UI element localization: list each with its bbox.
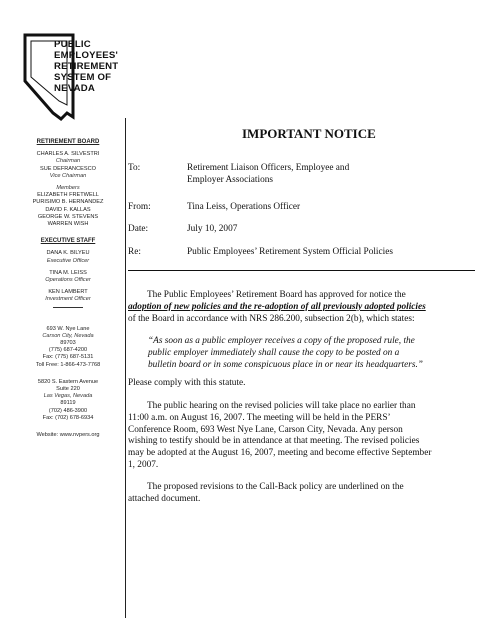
sidebar-vertical-rule [125, 118, 126, 618]
from-label: From: [128, 202, 151, 212]
paragraph-line: 11:00 a.m. on August 16, 2007. The meeting will be held in the PERS’ [128, 412, 391, 423]
logo-line: PUBLIC [54, 39, 91, 50]
office-fax: Fax: (702) 678-6934 [42, 414, 94, 421]
office-address-line: Suite 220 [56, 386, 80, 393]
board-member-title: Chairman [55, 158, 81, 165]
paragraph-line: Conference Room, 693 West Nye Lane, Carson City, Nevada. Any person [128, 424, 403, 435]
paragraph-line: The proposed revisions to the Call-Back policy are underlined on the [147, 482, 404, 492]
member-name: GEORGE W. STEVENS [37, 213, 99, 220]
members-label: Members [56, 185, 80, 192]
quote-line: “As soon as a public employer receives a copy of the proposed rule, the [148, 336, 415, 346]
from-value: Tina Leiss, Operations Officer [187, 202, 301, 212]
office-address-line: 89119 [60, 400, 76, 407]
date-value: July 10, 2007 [187, 224, 238, 234]
paragraph-line-emphasis: adoption of new policies and the re-adoption of all previously adopted policies [128, 301, 426, 312]
office-toll-free: Toll Free: 1-866-473-7768 [35, 361, 101, 368]
to-label: To: [128, 163, 141, 173]
paragraph-line: The Public Employees’ Retirement Board has approved for notice the [147, 290, 406, 300]
office-address-line: Carson City, Nevada [42, 332, 94, 339]
sidebar-divider [53, 307, 83, 308]
member-name: DAVID F. KALLAS [45, 206, 91, 213]
paragraph-line: attached document. [128, 493, 201, 504]
quote-line: public employer immediately shall cause the copy to be posted on a [148, 347, 400, 358]
staff-name: DANA K. BILYEU [46, 250, 90, 257]
paragraph-line: may be adopted at the August 16, 2007, meeting and become effective September [128, 448, 432, 459]
paragraph-3 [128, 482, 478, 506]
office-address-line: 693 W. Nye Lane [46, 325, 90, 332]
website-line: Website: www.nvpers.org [36, 432, 100, 439]
member-name: ELIZABETH FRETWELL [37, 192, 99, 199]
board-member-title: Vice Chairman [49, 172, 87, 179]
member-name: WARREN WISH [47, 221, 89, 228]
logo-line: RETIREMENT [54, 61, 119, 72]
date-label: Date: [128, 224, 149, 234]
logo-line: NEVADA [54, 83, 95, 94]
staff-title: Investment Officer [45, 296, 91, 303]
logo-line: EMPLOYEES' [54, 50, 118, 61]
header-rule [128, 270, 475, 271]
office-phone: (775) 687-4200 [48, 347, 88, 354]
paragraph-line: wishing to testify should be in attendance at that meeting. The revised policies [128, 436, 420, 447]
board-member-name: SUE DEFRANCESCO [40, 165, 96, 172]
to-value-line: Employer Associations [187, 174, 273, 185]
comply-line: Please comply with this statute. [128, 378, 246, 388]
staff-name: TINA M. LEISS [49, 269, 87, 276]
notice-title: IMPORTANT NOTICE [242, 126, 376, 141]
member-name: PURISIMO B. HERNANDEZ [32, 199, 104, 206]
office-fax: Fax: (775) 687-5131 [42, 354, 94, 361]
to-value [187, 163, 407, 187]
office-address-line: 89703 [60, 340, 76, 347]
office-address-line: Las Vegas, Nevada [43, 393, 93, 400]
letterhead-sidebar [20, 139, 116, 439]
logo-line: SYSTEM OF [54, 72, 112, 83]
paragraph-line: The public hearing on the revised policies will take place no earlier than [147, 401, 416, 411]
paragraph-2 [128, 401, 478, 472]
paragraph-line: of the Board in accordance with NRS 286.200, subsection 2(b), which states: [128, 313, 415, 324]
paragraph-line: 1, 2007. [128, 459, 159, 470]
re-label: Re: [128, 247, 141, 257]
staff-title: Executive Officer [46, 257, 90, 264]
quote-line: bulletin board or in some conspicuous place in or near its headquarters.” [148, 359, 423, 370]
office-phone: (702) 486-3900 [48, 407, 88, 414]
re-value: Public Employees’ Retirement System Official Policies [187, 247, 393, 257]
board-member-name: CHARLES A. SILVESTRI [36, 151, 100, 158]
staff-name: KEN LAMBERT [48, 289, 88, 296]
logo-text [54, 39, 118, 94]
staff-title: Operations Officer [45, 277, 91, 284]
office-address-line: 5820 S. Eastern Avenue [37, 378, 99, 385]
executive-staff-heading: EXECUTIVE STAFF [40, 238, 96, 245]
retirement-board-heading: RETIREMENT BOARD [36, 139, 100, 145]
statute-quote [148, 336, 468, 371]
paragraph-1 [128, 290, 478, 325]
to-value-line: Retirement Liaison Officers, Employee and [187, 163, 350, 173]
